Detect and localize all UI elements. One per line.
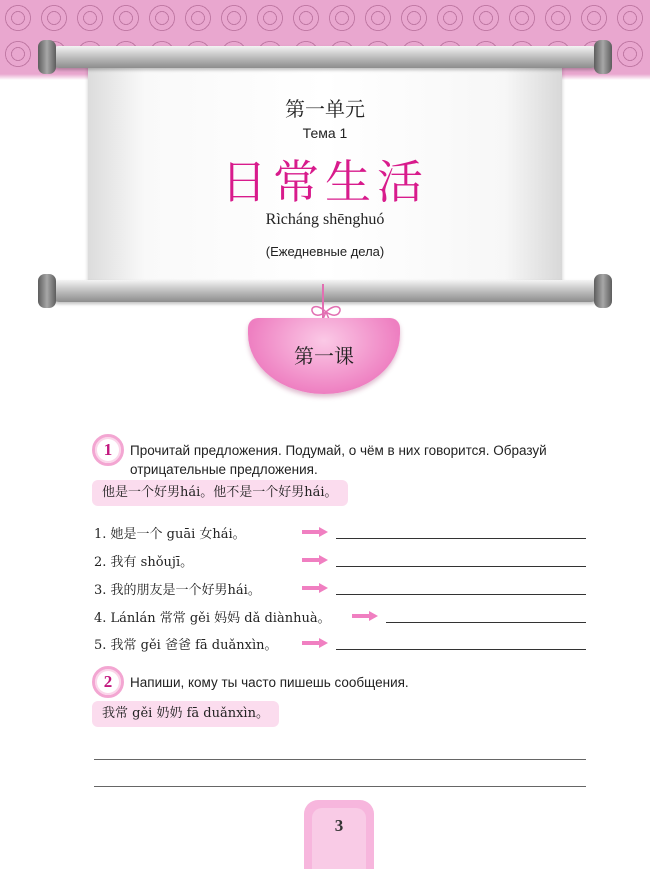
scroll-knob-icon	[594, 40, 612, 74]
page-number: 3	[334, 816, 344, 835]
exercise-number-badge: 2	[92, 666, 124, 698]
arrow-right-icon	[302, 638, 328, 648]
title-translation: (Ежедневные дела)	[265, 244, 385, 259]
answer-line[interactable]	[336, 538, 586, 539]
arrow-right-icon	[302, 527, 328, 537]
page-title: 日常生活	[221, 155, 429, 209]
list-item: 4. Lánlán 常常 gěi 妈妈 dǎ diànhuà。	[94, 611, 331, 626]
arrow-right-icon	[302, 583, 328, 593]
answer-line[interactable]	[386, 622, 586, 623]
scroll-knob-icon	[594, 274, 612, 308]
unit-title: 第一单元	[285, 97, 365, 121]
example-box: 他是一个好男hái。他不是一个好男hái。	[92, 480, 348, 506]
answer-line[interactable]	[94, 786, 586, 787]
arrow-right-icon	[302, 555, 328, 565]
example-box: 我常 gěi 奶奶 fā duǎnxìn。	[92, 701, 279, 727]
answer-line[interactable]	[94, 759, 586, 760]
lesson-label: 第一课	[294, 344, 354, 368]
exercise-instruction: Прочитай предложения. Подумай, о чём в них говорится. Образуй отрицательные предложения.	[130, 443, 547, 477]
scroll-top-rod	[48, 46, 602, 68]
page-number-tab	[304, 800, 374, 869]
lesson-tag	[248, 318, 400, 394]
answer-line[interactable]	[336, 594, 586, 595]
page-number-tab-inner	[312, 808, 366, 869]
list-item: 2. 我有 shǒujī。	[94, 555, 194, 570]
scroll-knob-icon	[38, 274, 56, 308]
list-item: 5. 我常 gěi 爸爸 fā duǎnxìn。	[94, 638, 278, 653]
title-pinyin: Rìcháng shēnghuó	[265, 211, 385, 228]
arrow-right-icon	[352, 611, 378, 621]
list-item: 3. 我的朋友是一个好男hái。	[94, 583, 261, 598]
theme-label: Тема 1	[302, 125, 348, 141]
scroll-knob-icon	[38, 40, 56, 74]
exercise-instruction: Напиши, кому ты часто пишешь сообщения.	[130, 675, 409, 690]
scroll-bottom-rod	[48, 280, 602, 302]
answer-line[interactable]	[336, 566, 586, 567]
exercise-number-badge: 1	[92, 434, 124, 466]
answer-line[interactable]	[336, 649, 586, 650]
list-item: 1. 她是一个 guāi 女hái。	[94, 527, 246, 542]
